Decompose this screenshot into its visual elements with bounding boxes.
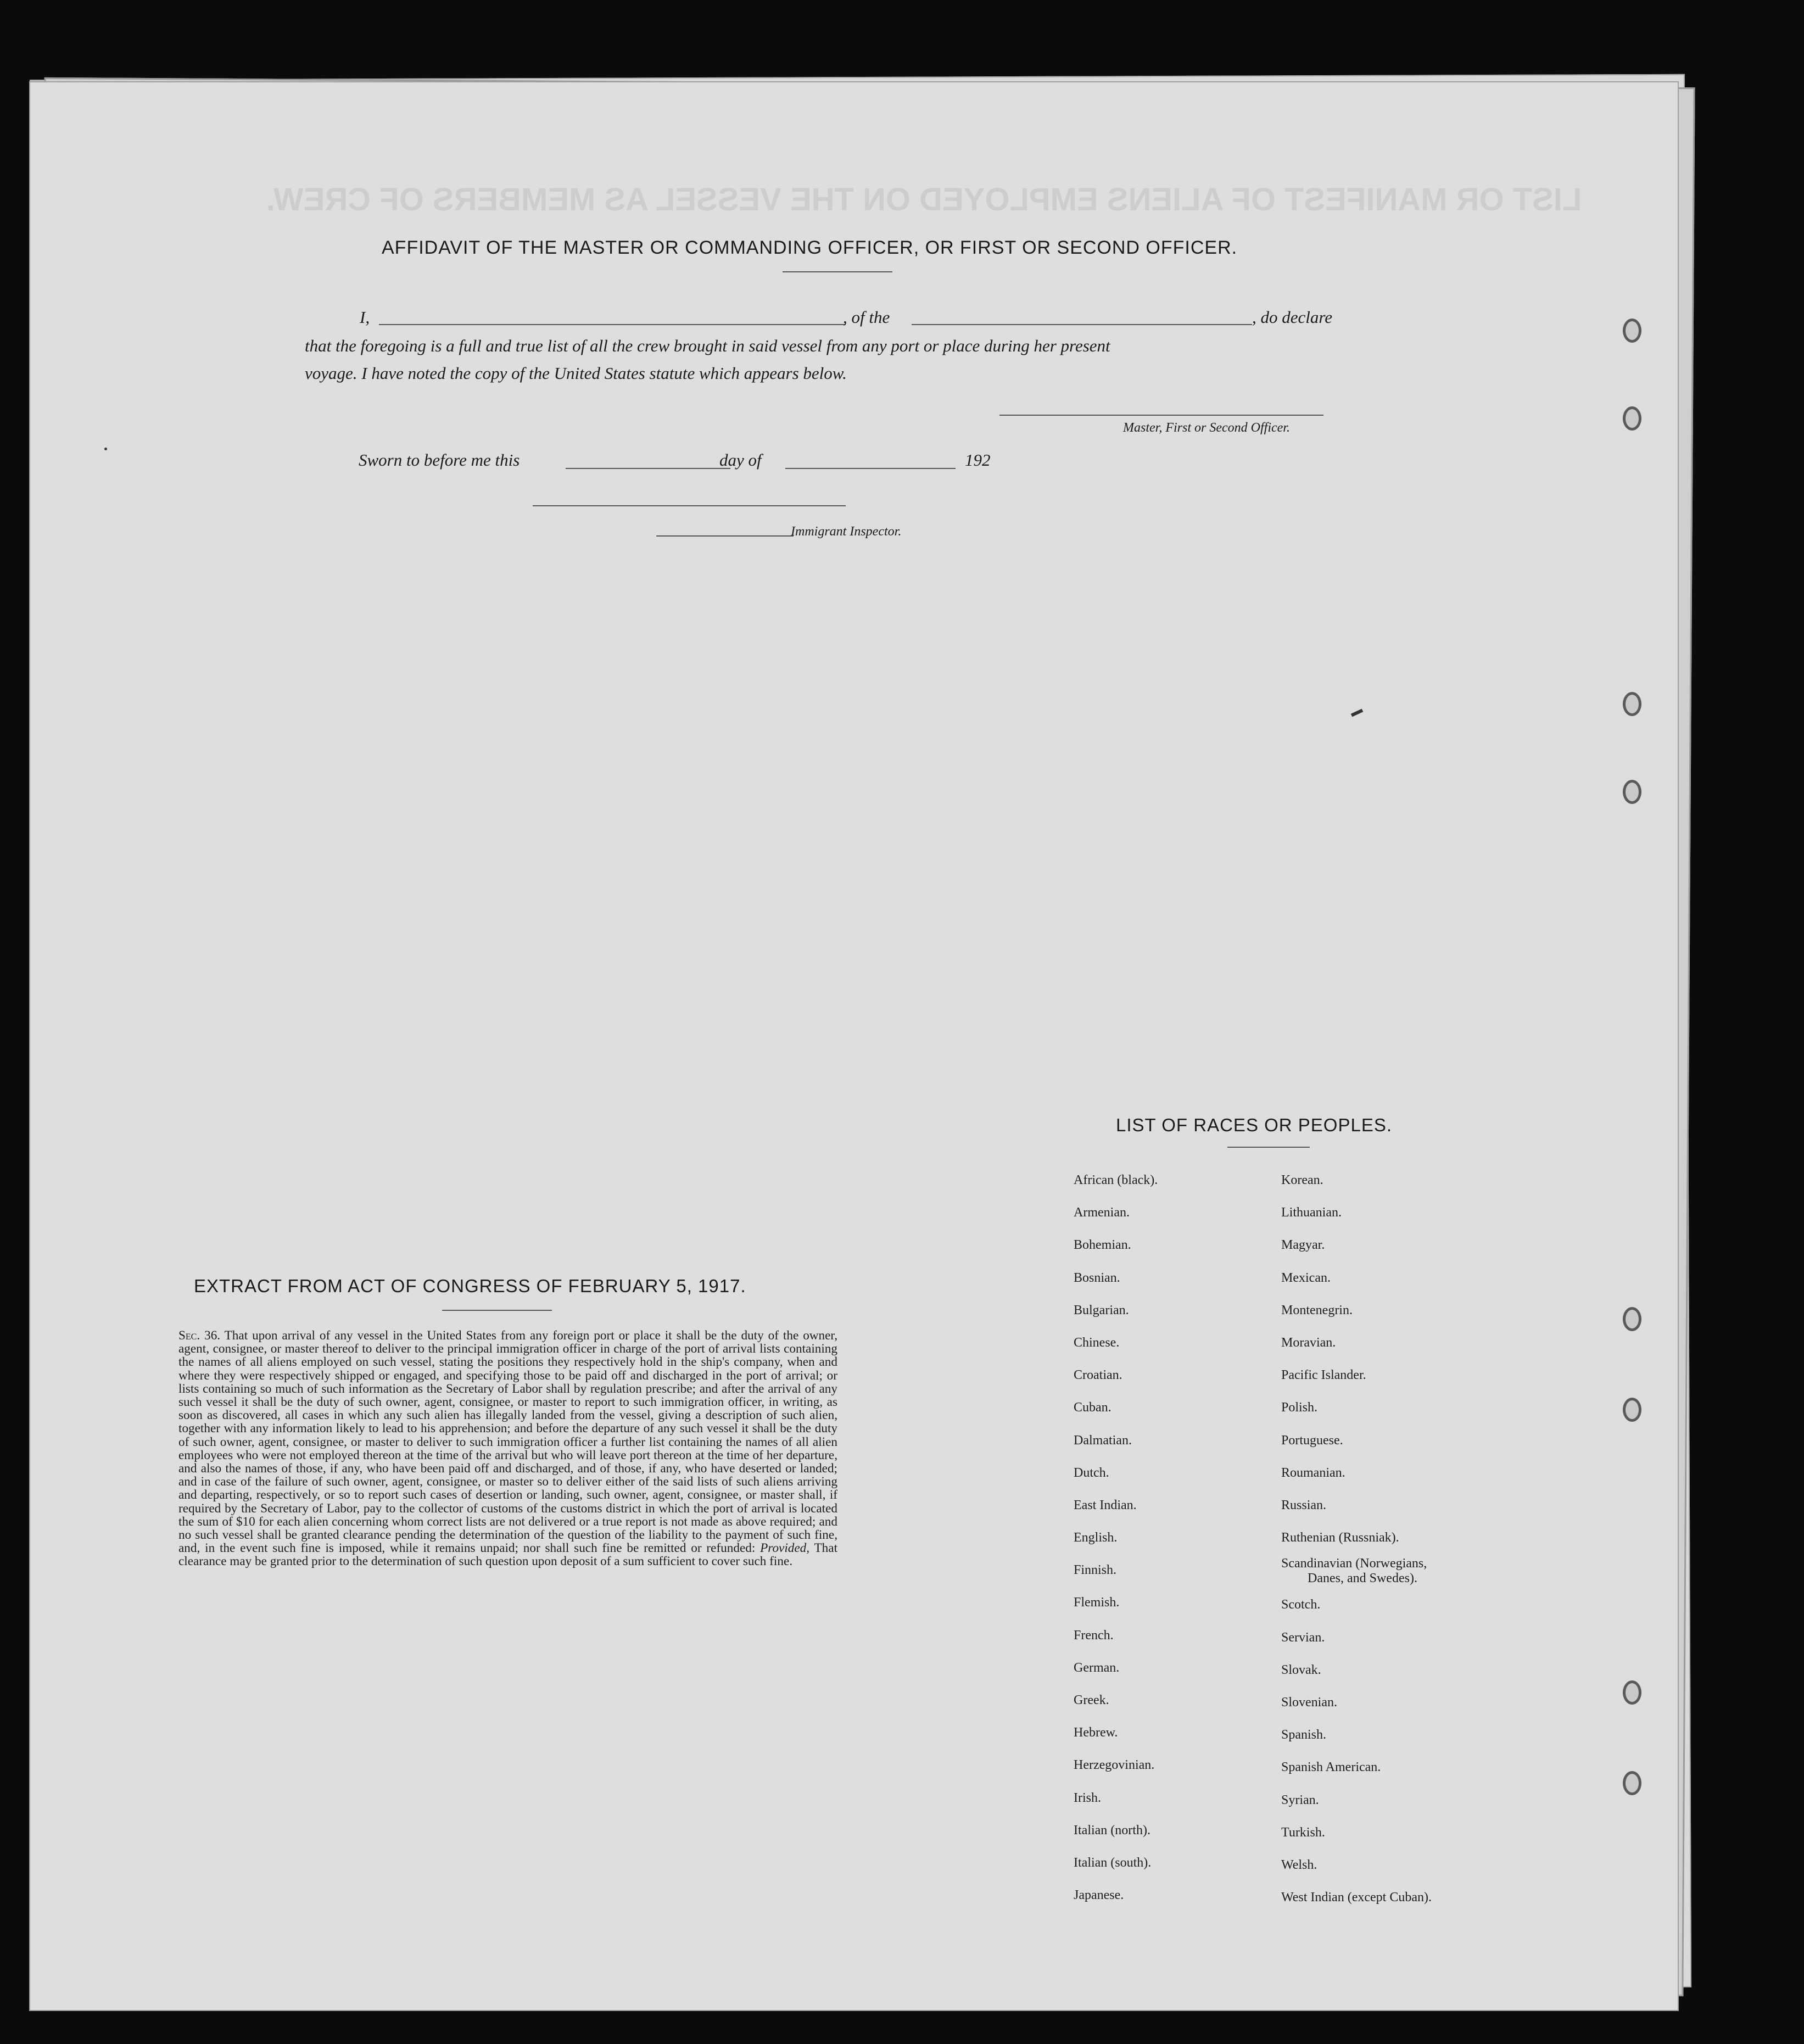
race-item: French. [1074,1628,1114,1643]
sworn-day-field[interactable] [566,468,730,469]
section-body: That upon arrival of any vessel in the United States from any foreign port or place it shall be the duty of the owner, agent, consignee, or master thereof to deliver to the principal immigration officer in charge of the port of arrival lists containing the names of all aliens employed on such vessel, stating the positions they respectively hold in the ship's company, when and where they were respectively shipped or engaged, and specifying those to be paid off and discharged in the port of arrival; or lists containing so much of such information as the Secretary of Labor shall by regulation prescribe; and after the arrival of any such vessel it shall be the duty of such owner, agent, consignee, or master to report to such immigration officer, in writing, as soon as discovered, all cases in which any such alien has illegally landed from the vessel, giving a description of such alien, together with any information likely to lead to his apprehension; and before the departure of any such vessel it shall be the duty of such owner, agent, consignee, or master to deliver to such immigration officer a further list containing the names of all alien employees who were not employed thereon at the time of the arrival but who will leave port thereon at the time of her departure, and also the names of those, if any, who have been paid off and discharged, and of those, if any, who have deserted or landed; and in case of the failure of such owner, agent, consignee, or master so to deliver either of the said lists of such aliens arriving and departing, respectively, or so to report such cases of desertion or landing, such owner, agent, consignee, or master shall, if required by the Secretary of Labor, pay to the collector of customs of the customs district in which the port of arrival is located the sum of $10 for each alien concerning whom correct lists are not delivered or a true report is not made as above required; and no such vessel shall be granted clearance pending the determination of the question of the liability to the payment of such fine, and, in the event such fine is imposed, while it remains unpaid; nor shall such fine be remitted or refunded: [178,1328,838,1556]
inspector-signature-underline [656,535,794,537]
race-item: West Indian (except Cuban). [1281,1890,1432,1905]
race-item: African (black). [1074,1173,1158,1187]
race-item: Syrian. [1281,1792,1319,1807]
race-item: Servian. [1281,1630,1325,1645]
sworn-month-field[interactable] [785,468,956,469]
race-item: Magyar. [1281,1238,1325,1253]
paper-speck [104,448,107,450]
extract-text [178,1329,837,1568]
sworn-label: Sworn to before me this [359,450,520,470]
races-underline [1227,1147,1310,1148]
affidavit-body-line1: that the foregoing is a full and true list of all the crew brought in said vessel from any port or place during her present [305,336,1110,355]
race-item: Slovak. [1281,1662,1321,1677]
race-item: Flemish. [1074,1595,1120,1610]
races-left-column [1074,1164,1158,1912]
race-item: Polish. [1281,1400,1318,1415]
vessel-name-field[interactable] [912,324,1252,325]
signature-label: Master, First or Second Officer. [1123,421,1290,435]
bleed-through-title: LIST OR MANIFEST OF ALIENS EMPLOYED ON THE VESSEL AS MEMBERS OF CREW. [266,182,1582,217]
race-item: Scotch. [1281,1598,1321,1612]
master-signature-field[interactable] [999,415,1323,416]
race-item: Armenian. [1074,1205,1130,1220]
race-item: Ruthenian (Russniak). [1281,1531,1399,1545]
affidavit-declare-label: , do declare [1252,308,1333,327]
races-heading: LIST OF RACES OR PEOPLES. [1116,1115,1393,1135]
race-item: German. [1074,1660,1120,1675]
race-item: Hebrew. [1074,1725,1118,1740]
race-item: Slovenian. [1281,1695,1337,1710]
binder-hole [1623,692,1641,716]
race-item: Korean. [1281,1173,1323,1187]
paper-speck [1351,709,1363,717]
race-item: Dutch. [1074,1465,1109,1480]
race-item: Mexican. [1281,1270,1331,1285]
race-item: Bulgarian. [1074,1303,1129,1317]
affidavit-body-line2: voyage. I have noted the copy of the United States statute which appears below. [305,364,847,383]
binder-hole [1623,1680,1641,1705]
race-item: Italian (north). [1074,1823,1150,1838]
race-item: Irish. [1074,1790,1101,1805]
race-item: Cuban. [1074,1400,1112,1415]
race-item: Finnish. [1074,1563,1117,1578]
race-item: Croatian. [1074,1368,1122,1383]
heading-underline [783,271,892,272]
race-item: Dalmatian. [1074,1433,1132,1448]
inspector-label: Immigrant Inspector. [791,524,902,539]
race-item: Italian (south). [1074,1855,1152,1870]
affidavit-of-the-label: , of the [843,308,890,327]
race-item: Greek. [1074,1693,1109,1707]
binder-hole [1623,319,1641,343]
race-item: Roumanian. [1281,1465,1345,1480]
race-item: Spanish American. [1281,1760,1381,1775]
races-right-column [1281,1164,1432,1914]
race-item: Lithuanian. [1281,1205,1342,1220]
race-item: Russian. [1281,1498,1327,1512]
race-item: Spanish. [1281,1728,1327,1743]
race-item: Turkish. [1281,1825,1325,1840]
document-page [30,82,1678,2010]
race-item: Bohemian. [1074,1238,1131,1253]
race-item-line: Danes, and Swedes). [1308,1571,1417,1586]
extract-underline [442,1310,552,1311]
binder-hole [1623,1771,1641,1795]
race-item: Japanese. [1074,1888,1124,1903]
affidavit-i-label: I, [360,308,370,327]
provided-word: Provided, [760,1541,810,1556]
race-item: Moravian. [1281,1335,1336,1350]
affidavit-heading: AFFIDAVIT OF THE MASTER OR COMMANDING OFFICER, OR FIRST OR SECOND OFFICER. [382,237,1238,258]
year-label: 192 [965,450,991,470]
race-item: Welsh. [1281,1857,1317,1872]
day-of-label: day of [719,450,762,470]
binder-hole [1623,1398,1641,1422]
race-item-line: Scandinavian (Norwegians, [1281,1556,1427,1571]
section-body-end: That clearance may be granted prior to the determination of such question upon deposit of a sum sufficient to cover such fine. [178,1541,838,1569]
section-number: Sec. 36. [178,1328,221,1343]
race-item: Bosnian. [1074,1270,1120,1285]
inspector-signature-field[interactable] [533,505,846,506]
binder-hole [1623,1307,1641,1331]
race-item: Chinese. [1074,1335,1120,1350]
race-item: English. [1074,1531,1118,1545]
binder-hole [1623,406,1641,431]
master-name-field[interactable] [379,324,846,325]
binder-hole [1623,780,1641,804]
extract-heading: EXTRACT FROM ACT OF CONGRESS OF FEBRUARY 5, 1917. [194,1276,746,1296]
race-item: Montenegrin. [1281,1303,1353,1317]
race-item: Portuguese. [1281,1433,1343,1448]
race-item: Pacific Islander. [1281,1368,1366,1383]
race-item: East Indian. [1074,1498,1137,1512]
race-item [1281,1554,1432,1589]
race-item: Herzegovinian. [1074,1758,1155,1773]
